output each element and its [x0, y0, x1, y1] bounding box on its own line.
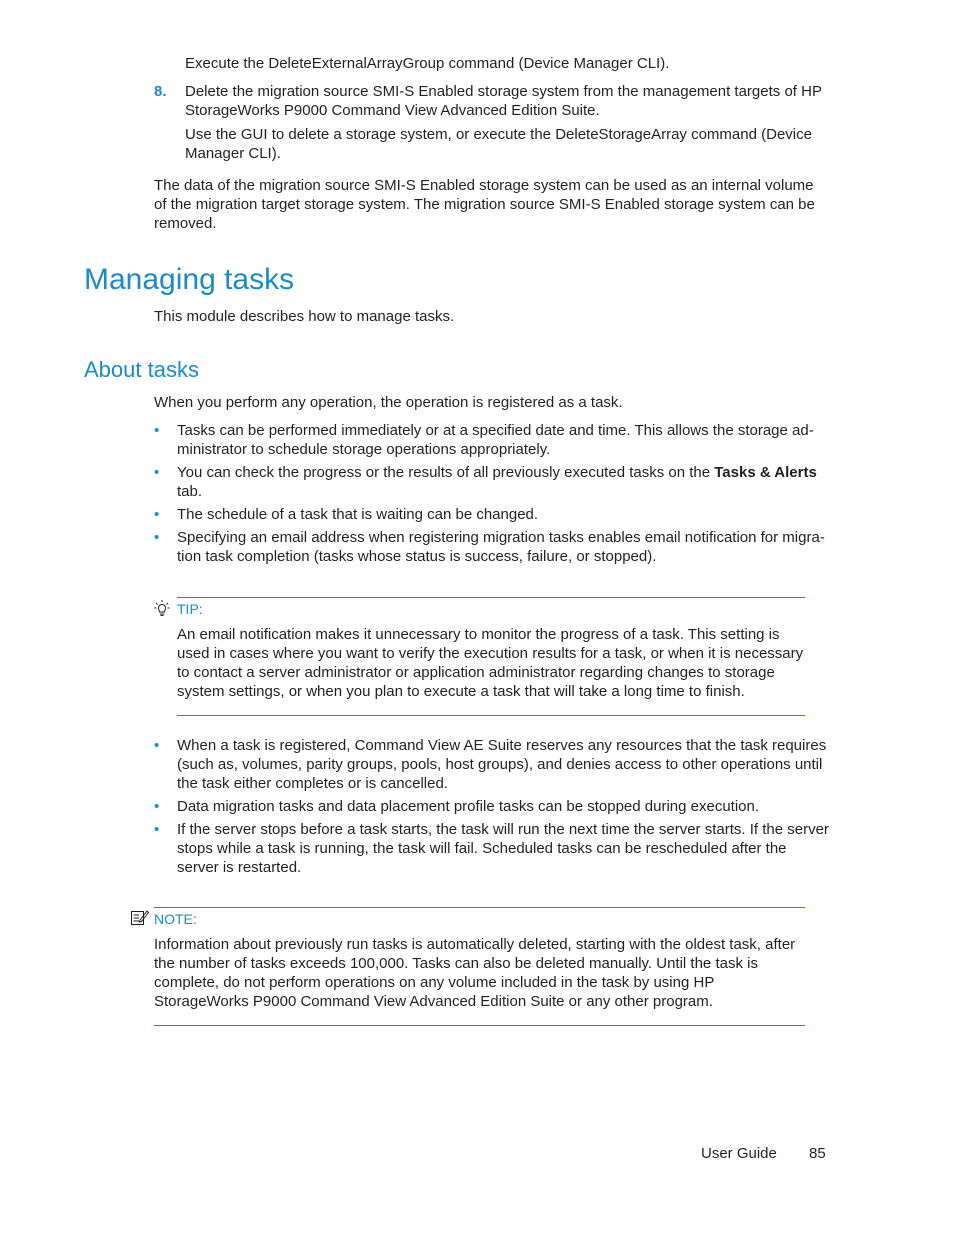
- list-item: Data migration tasks and data placement profile tasks can be stopped during execution.: [177, 798, 760, 815]
- list-item: The schedule of a task that is waiting can be changed.: [177, 506, 539, 523]
- list-item: If the server stops before a task starts, the task will run the next time the server starts. If the server stops while a task is running, the task will fail. Scheduled tasks can be rescheduled after the server is restarted.: [177, 821, 829, 876]
- page-number: 85: [809, 1145, 826, 1162]
- tab-reference: Tasks & Alerts: [714, 464, 817, 481]
- tip-label: TIP:: [177, 601, 203, 617]
- list-item-text: tab.: [177, 483, 203, 500]
- list-item: [177, 463, 829, 501]
- subsection-title: About tasks: [84, 357, 199, 382]
- note-pencil-icon: [131, 909, 149, 925]
- bullet-marker: •: [154, 737, 160, 754]
- list-item: Specifying an email address when registering migration tasks enables email notification for migra-tion task completion (tasks whose status is success, failure, or stopped).: [177, 529, 825, 565]
- tip-bottom-rule: [177, 715, 805, 716]
- step-subtext: Use the GUI to delete a storage system, or execute the DeleteStorageArray command (Device Manager CLI).: [185, 126, 812, 162]
- note-bottom-rule: [154, 1025, 805, 1026]
- note-text: Information about previously run tasks is automatically deleted, starting with the oldest task, after the number of tasks exceeds 100,000. Tasks can also be deleted manually. Until the task is complete, do not perform operations on any volume included in the task by using HP StorageWorks P9000 Command View Advanced Edition Suite or any other program.: [154, 936, 796, 1010]
- bullet-marker: •: [154, 464, 160, 481]
- bullet-marker: •: [154, 422, 160, 439]
- bullet-marker: •: [154, 798, 160, 815]
- tip-top-rule: [177, 597, 805, 598]
- section-intro: This module describes how to manage tasks.: [154, 308, 455, 325]
- subsection-intro: When you perform any operation, the operation is registered as a task.: [154, 394, 623, 411]
- step-text: Delete the migration source SMI-S Enabled storage system from the management targets of HP StorageWorks P9000 Command View Advanced Edition Suite.: [185, 83, 822, 119]
- bullet-marker: •: [154, 821, 160, 838]
- migration-paragraph: The data of the migration source SMI-S Enabled storage system can be used as an internal volume of the migration target storage system. The migration source SMI-S Enabled storage system can be removed.: [154, 177, 815, 232]
- tip-text: An email notification makes it unnecessary to monitor the progress of a task. This setting is used in cases where you want to verify the execution results for a task, or when it is necessary to contact a server administrator or application administrator regarding changes to storage system settings, or when you plan to execute a task that will take a long time to finish.: [177, 626, 804, 700]
- note-top-rule: [154, 907, 805, 908]
- list-item-text: You can check the progress or the results of all previously executed tasks on the: [177, 464, 715, 481]
- bullet-marker: •: [154, 529, 160, 546]
- section-title: Managing tasks: [84, 263, 295, 296]
- note-label: NOTE:: [154, 911, 197, 927]
- bullet-marker: •: [154, 506, 160, 523]
- list-item: When a task is registered, Command View AE Suite reserves any resources that the task requires (such as, volumes, parity groups, pools, host groups), and denies access to other operations until the task either completes or is cancelled.: [177, 737, 827, 792]
- step-continuation-text: Execute the DeleteExternalArrayGroup command (Device Manager CLI).: [185, 55, 670, 72]
- lightbulb-icon: [154, 599, 170, 617]
- list-item: Tasks can be performed immediately or at a specified date and time. This allows the storage ad-ministrator to schedule storage operations appropriately.: [177, 422, 814, 458]
- footer-doc-title: User Guide: [701, 1145, 777, 1162]
- step-number: 8.: [154, 83, 167, 100]
